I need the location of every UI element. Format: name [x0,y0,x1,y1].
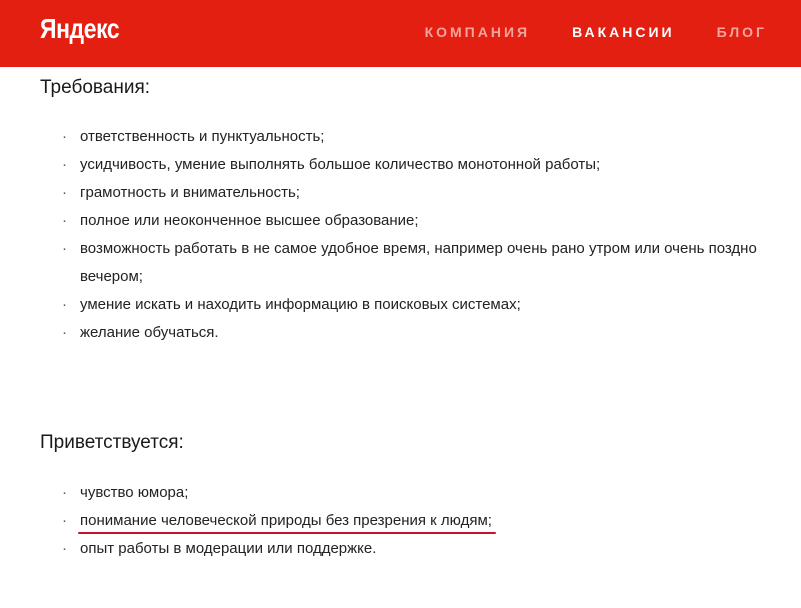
list-item [62,507,801,535]
main-nav [383,24,767,40]
bullet-icon: · [62,212,67,229]
bullet-icon: · [62,512,67,529]
nav-company[interactable]: КОМПАНИЯ [424,24,531,40]
nav-blog[interactable]: БЛОГ [716,24,767,40]
bullet-icon: · [62,484,67,501]
list-item: · ответственность и пунктуальность; [62,123,801,151]
bullet-icon: · [62,156,67,173]
list-item: · желание обучаться. [62,319,801,347]
list-item: · возможность работать в не самое удобное время, например очень рано утром или очень поздно вечером; [62,235,801,291]
list-item: · грамотность и внимательность; [62,179,801,207]
list-item: · умение искать и находить информацию в поисковых системах; [62,291,801,319]
requirements-title: Требования: [40,77,151,98]
requirements-list [62,123,801,347]
bullet-icon: · [62,540,67,557]
list-item: · чувство юмора; [62,479,801,507]
underlined-item-text: понимание человеческой природы без презрения к людям; [80,507,492,535]
bullet-icon: · [62,128,67,145]
bullet-icon: · [62,324,67,341]
bullet-icon: · [62,240,67,257]
welcome-list [62,479,801,563]
list-item: · опыт работы в модерации или поддержке. [62,535,801,563]
bullet-icon: · [62,184,67,201]
yandex-logo[interactable]: Яндекс [40,13,120,44]
nav-vacancies[interactable]: ВАКАНСИИ [572,24,675,40]
list-item: · полное или неоконченное высшее образование; [62,207,801,235]
bullet-icon: · [62,296,67,313]
list-item: · усидчивость, умение выполнять большое количество монотонной работы; [62,151,801,179]
welcome-title: Приветствуется: [40,432,184,453]
site-header [0,0,801,67]
